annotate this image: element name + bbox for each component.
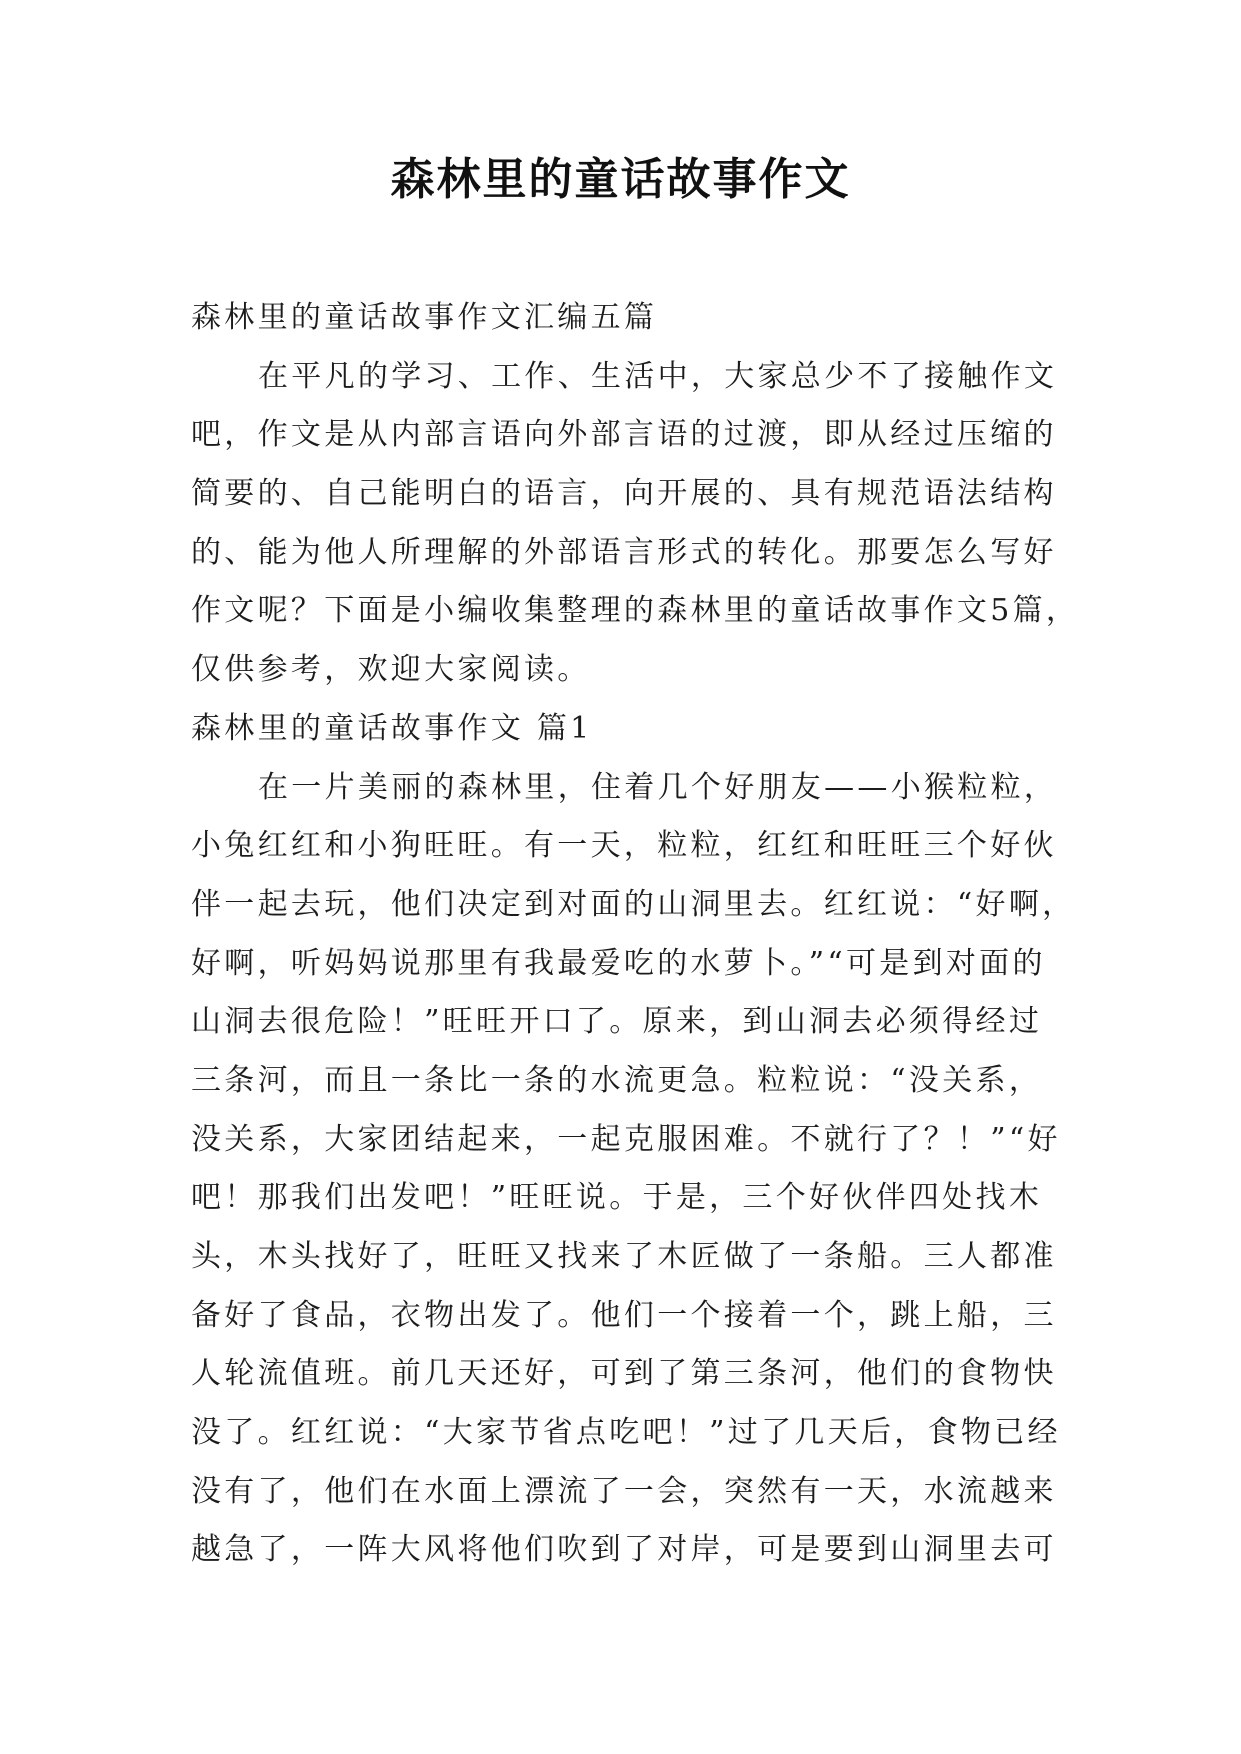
story-line: 越急了，一阵大风将他们吹到了对岸，可是要到山洞里去可	[191, 1532, 1057, 1568]
intro-line: 的、能为他人所理解的外部语言形式的转化。那要怎么写好	[191, 534, 1057, 570]
story-line: 人轮流值班。前几天还好，可到了第三条河，他们的食物快	[191, 1356, 1057, 1392]
story-line: 没关系，大家团结起来，一起克服困难。不就行了？！”“好	[191, 1121, 1061, 1157]
intro-line: 作文呢？下面是小编收集整理的森林里的童话故事作文5篇，	[191, 593, 1080, 629]
story-line: 山洞去很危险！”旺旺开口了。原来，到山洞去必须得经过	[191, 1004, 1043, 1040]
story-line: 备好了食品，衣物出发了。他们一个接着一个，跳上船，三	[191, 1297, 1057, 1333]
intro-line: 吧，作文是从内部言语向外部言语的过渡，即从经过压缩的	[191, 417, 1057, 453]
story-line: 在一片美丽的森林里，住着几个好朋友——小猴粒粒，	[258, 769, 1058, 805]
story-line: 伴一起去玩，他们决定到对面的山洞里去。红红说：“好啊，	[191, 886, 1076, 922]
story-line: 没有了，他们在水面上漂流了一会，突然有一天，水流越来	[191, 1473, 1057, 1509]
intro-line: 简要的、自己能明白的语言，向开展的、具有规范语法结构	[191, 476, 1057, 512]
story-line: 头，木头找好了，旺旺又找来了木匠做了一条船。三人都准	[191, 1239, 1057, 1274]
intro-line: 在平凡的学习、工作、生活中，大家总少不了接触作文	[258, 358, 1058, 394]
story-line: 好啊，听妈妈说那里有我最爱吃的水萝卜。”“可是到对面的	[191, 945, 1046, 981]
story-line: 三条河，而且一条比一条的水流更急。粒粒说：“没关系，	[191, 1062, 1043, 1098]
story-line: 没了。红红说：“大家节省点吃吧！”过了几天后，食物已经	[191, 1415, 1061, 1451]
collection-title: 森林里的童话故事作文汇编五篇	[191, 300, 658, 335]
section-heading: 森林里的童话故事作文 篇1	[191, 710, 593, 746]
story-line: 小兔红红和小狗旺旺。有一天，粒粒，红红和旺旺三个好伙	[191, 828, 1057, 864]
document-title: 森林里的童话故事作文	[390, 154, 851, 205]
intro-line: 仅供参考，欢迎大家阅读。	[191, 652, 591, 688]
story-line: 吧！那我们出发吧！”旺旺说。于是，三个好伙伴四处找木	[191, 1180, 1043, 1216]
document-body	[191, 289, 1191, 1580]
